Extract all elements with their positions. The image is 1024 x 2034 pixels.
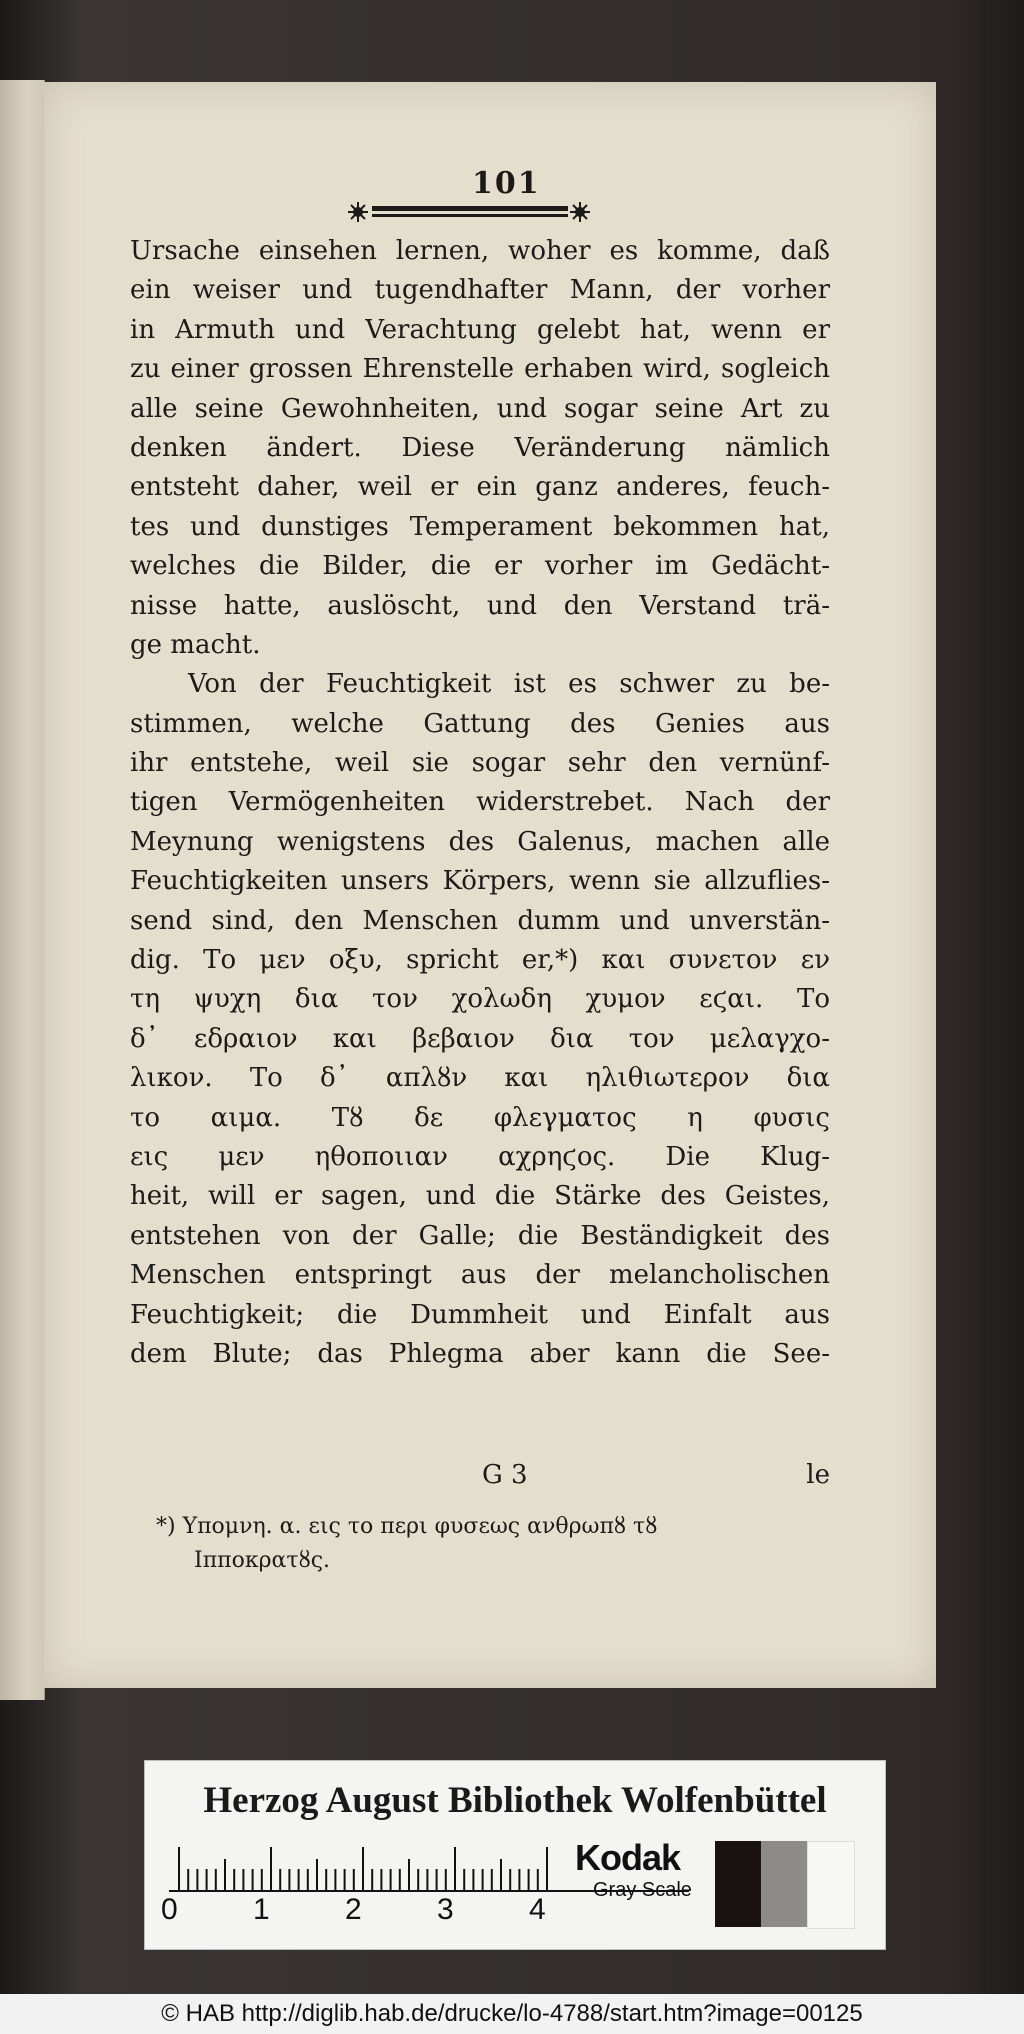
text-line: Feuchtigkeit; die Dummheit und Einfalt aus bbox=[130, 1299, 830, 1330]
gray-swatch-black bbox=[715, 1841, 761, 1927]
text-line: Von der Feuchtigkeit ist es schwer zu be- bbox=[188, 669, 830, 700]
signature-mark: G 3 bbox=[482, 1460, 528, 1490]
ruler-number: 4 bbox=[529, 1893, 546, 1926]
ruler-number: 0 bbox=[161, 1893, 178, 1926]
text-line: εις μεν ηθοποιιαν αχρηϛος. Die Klug- bbox=[130, 1141, 830, 1172]
text-line: entstehen von der Galle; die Beständigkeit des bbox=[130, 1220, 830, 1251]
text-line: Feuchtigkeiten unsers Körpers, wenn sie allzuflies- bbox=[130, 866, 830, 897]
text-line: tigen Vermögenheiten widerstrebet. Nach der bbox=[130, 787, 830, 818]
book-page bbox=[44, 82, 936, 1688]
text-line: nisse hatte, auslöscht, und den Verstand trä- bbox=[130, 590, 830, 621]
gray-swatch-white bbox=[807, 1841, 855, 1929]
text-line: δ᾽ εδραιον και βεβαιον δια τον μελαγχο- bbox=[130, 1023, 830, 1054]
footnote-line: Ιπποκρατȣς. bbox=[194, 1548, 331, 1573]
ruler-number: 2 bbox=[345, 1893, 362, 1926]
text-line: heit, will er sagen, und die Stärke des Geistes, bbox=[130, 1181, 830, 1212]
text-line: ge macht. bbox=[130, 629, 261, 660]
color-calibration-bar bbox=[144, 1760, 886, 1950]
footnote-line: *) Υπομνη. α. εις το περι φυσεως ανθρωπȣ τȣ bbox=[156, 1514, 658, 1539]
text-line: Menschen entspringt aus der melancholischen bbox=[130, 1260, 830, 1291]
text-line: entsteht daher, weil er ein ganz anderes, feuch- bbox=[130, 472, 830, 503]
book-page-edges bbox=[0, 80, 45, 1700]
text-line: send sind, den Menschen dumm und unverstän- bbox=[130, 905, 830, 936]
source-link[interactable]: © HAB http://diglib.hab.de/drucke/lo-4788/start.htm?image=00125 bbox=[161, 2000, 863, 2027]
catchword: le bbox=[806, 1460, 830, 1490]
gray-swatch-mid bbox=[761, 1841, 807, 1927]
text-line: denken ändert. Diese Veränderung nämlich bbox=[130, 432, 830, 463]
text-line: tes und dunstiges Temperament bekommen hat, bbox=[130, 511, 830, 542]
text-line: ein weiser und tugendhafter Mann, der vorher bbox=[130, 275, 830, 306]
text-line: stimmen, welche Gattung des Genies aus bbox=[130, 708, 830, 739]
ornament-rule-icon bbox=[344, 198, 604, 228]
text-line: ihr entstehe, weil sie sogar sehr den vernünf- bbox=[130, 748, 830, 779]
catchword-row bbox=[130, 1460, 830, 1500]
body-text bbox=[130, 232, 830, 1374]
text-line: alle seine Gewohnheiten, und sogar seine Art zu bbox=[130, 393, 830, 424]
kodak-logo: Kodak bbox=[575, 1837, 681, 1878]
text-line: Meynung wenigstens des Galenus, machen alle bbox=[130, 826, 830, 857]
text-line: welches die Bilder, die er vorher im Gedächt- bbox=[130, 551, 830, 582]
ruler-number: 3 bbox=[437, 1893, 454, 1926]
library-title: Herzog August Bibliothek Wolfenbüttel bbox=[203, 1780, 827, 1821]
text-line: dem Blute; das Phlegma aber kann die See- bbox=[130, 1338, 830, 1369]
text-line: in Armuth und Verachtung gelebt hat, wenn er bbox=[130, 314, 830, 345]
source-footer bbox=[0, 1994, 1024, 2034]
text-line: λικον. Το δ᾽ απλȣν και ηλιθιωτερον δια bbox=[130, 1063, 830, 1094]
text-line: dig. Το μεν οξυ, spricht er,*) και συνετον εν bbox=[130, 945, 830, 976]
footnote bbox=[156, 1510, 836, 1578]
text-line: Ursache einsehen lernen, woher es komme, daß bbox=[130, 236, 830, 266]
gray-scale-label: Gray Scale bbox=[593, 1879, 692, 1901]
text-line: zu einer grossen Ehrenstelle erhaben wird, sogleich bbox=[130, 354, 830, 385]
text-line: τη ψυχη δια τον χολωδη χυμον εϛαι. Το bbox=[130, 984, 830, 1015]
page-number: 101 bbox=[472, 166, 541, 201]
ruler-number: 1 bbox=[253, 1893, 270, 1926]
text-line: το αιμα. Τȣ δε φλεγματος η φυσις bbox=[130, 1102, 830, 1133]
page-header bbox=[344, 194, 864, 234]
